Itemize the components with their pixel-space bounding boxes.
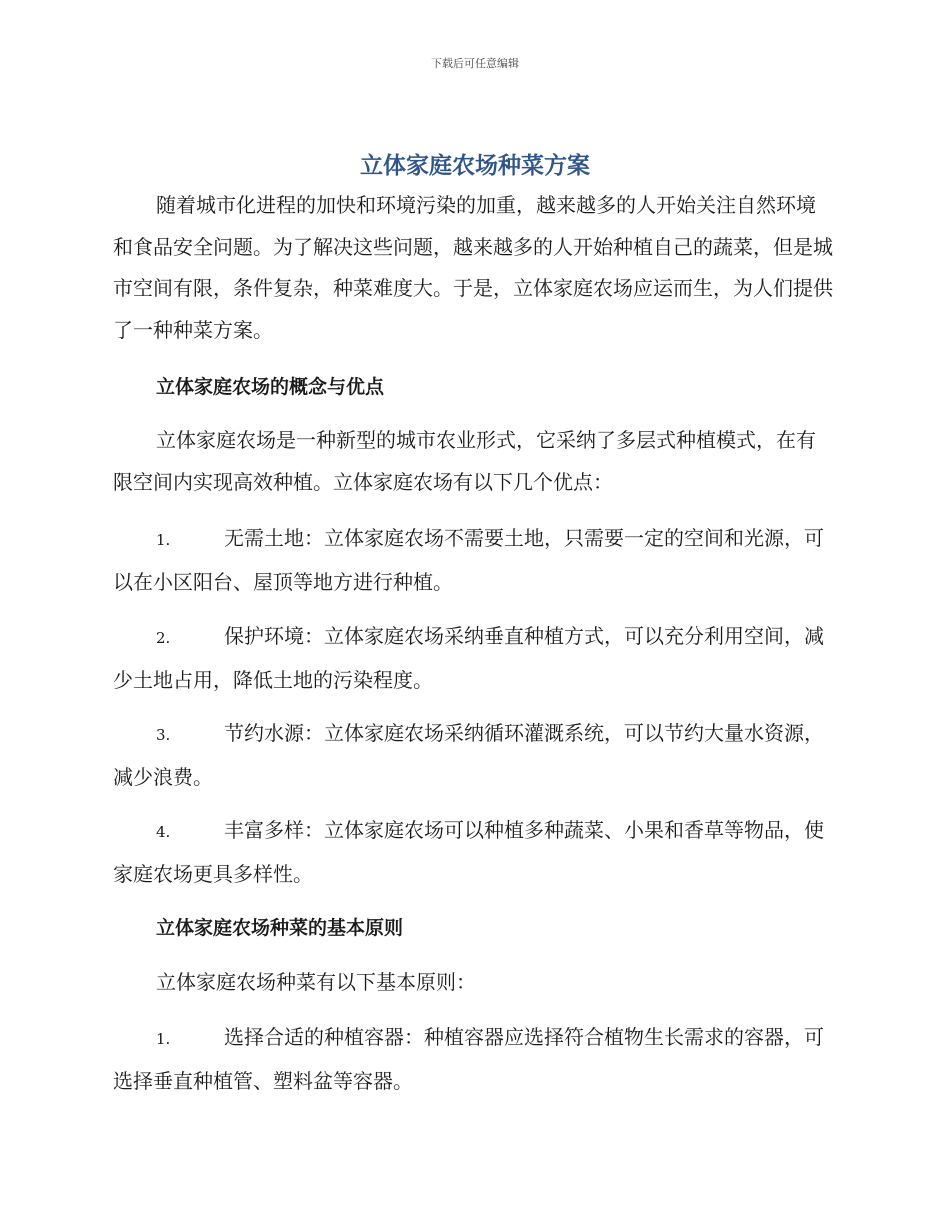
intro-paragraph: 随着城市化进程的加快和环境污染的加重，越来越多的人开始关注自然环境和食品安全问题。为了解决这些问题，越来越多的人开始种植自己的蔬菜，但是城市空间有限，条件复杂，种菜难度大。于是，立体家庭农场应运而生，为人们提供了一种种菜方案。 (113, 193, 833, 342)
list-text: 丰富多样：立体家庭农场可以种植多种蔬菜、小果和香草等物品，使家庭农场更具多样性。 (113, 818, 824, 886)
list-item (113, 713, 835, 798)
list-text: 节约水源：立体家庭农场采纳循环灌溉系统，可以节约大量水资源，减少浪费。 (113, 721, 824, 789)
list-number: 1. (156, 1030, 171, 1048)
list-number: 1. (156, 531, 171, 549)
list-text: 选择合适的种植容器：种植容器应选择符合植物生长需求的容器，可选择垂直种植管、塑料盆等容器。 (113, 1025, 824, 1093)
list-text: 保护环境：立体家庭农场采纳垂直种植方式，可以充分利用空间，减少土地占用，降低土地的污染程度。 (113, 624, 824, 692)
list-number: 4. (156, 823, 171, 841)
header-note: 下载后可任意编辑 (431, 57, 519, 70)
list-number: 3. (156, 726, 171, 744)
section-paragraph-concept: 立体家庭农场是一种新型的城市农业形式，它采纳了多层式种植模式，在有限空间内实现高效种植。立体家庭农场有以下几个优点： (113, 428, 816, 494)
list-text: 无需土地：立体家庭农场不需要土地，只需要一定的空间和光源，可以在小区阳台、屋顶等地方进行种植。 (113, 526, 824, 594)
section-heading-principles: 立体家庭农场种菜的基本原则 (156, 917, 404, 939)
section-paragraph-principles: 立体家庭农场种菜有以下基本原则： (156, 970, 476, 994)
list-item (113, 810, 835, 895)
list-number: 2. (156, 629, 171, 647)
document-title: 立体家庭农场种菜方案 (360, 153, 590, 179)
list-item (113, 1017, 835, 1102)
section-heading-concept: 立体家庭农场的概念与优点 (156, 376, 385, 398)
list-item (113, 616, 835, 701)
list-item (113, 518, 835, 603)
